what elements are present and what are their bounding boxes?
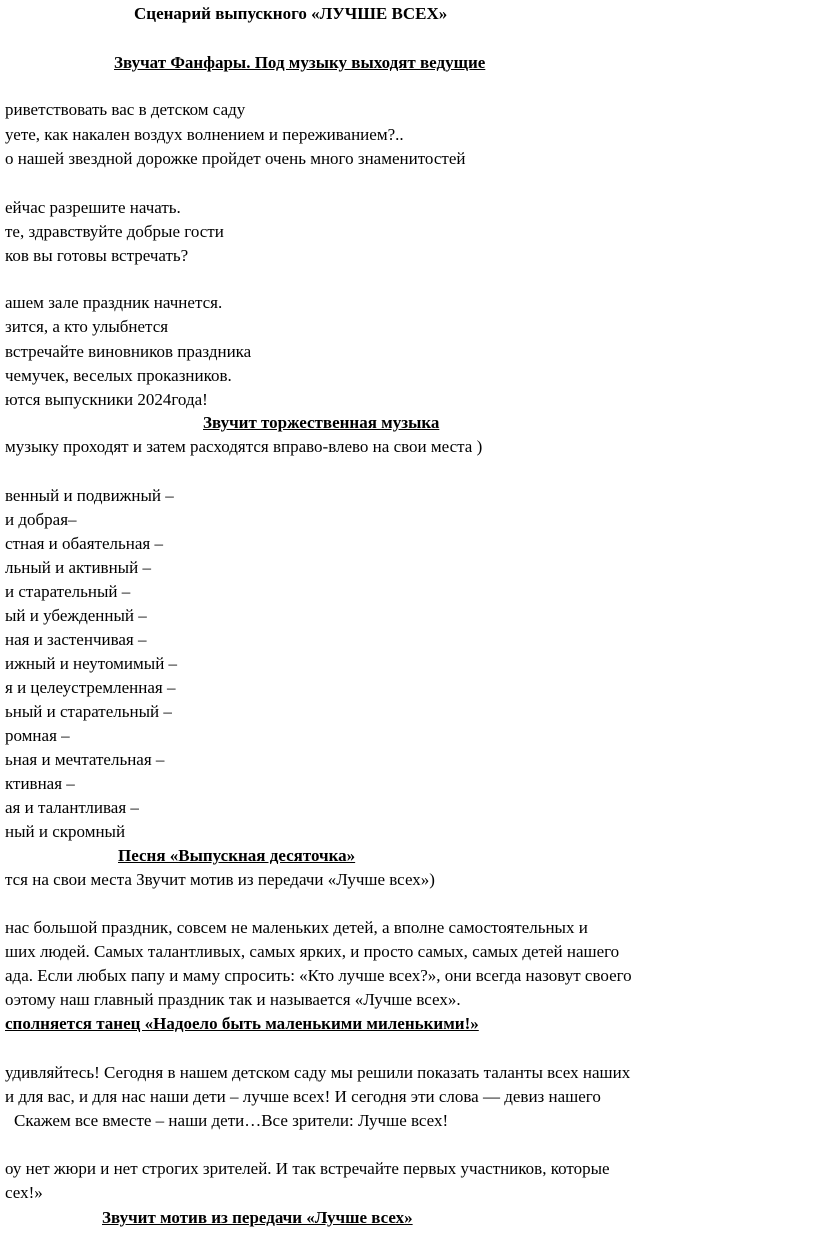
text-line: и старательный –	[5, 582, 131, 601]
text-line: ейчас разрешите начать.	[5, 198, 181, 217]
text-line: ьная и мечтательная –	[5, 750, 165, 769]
text-line: музыку проходят и затем расходятся вправо-влево на свои места )	[5, 437, 483, 456]
text-line: венный и подвижный –	[5, 486, 174, 505]
text-line: ктивная –	[5, 774, 75, 793]
text-line: оу нет жюри и нет строгих зрителей. И так встречайте первых участников, которые	[5, 1159, 610, 1178]
text-line: о нашей звездной дорожке пройдет очень много знаменитостей	[5, 149, 466, 168]
text-line: и добрая–	[5, 510, 77, 529]
text-line: тся на свои места Звучит мотив из передачи «Лучше всех»)	[5, 870, 435, 889]
text-line: сех!»	[5, 1183, 43, 1202]
section-heading-dance: сполняется танец «Надоело быть маленькими миленькими!»	[5, 1014, 479, 1033]
text-line: ада. Если любых папу и маму спросить: «Кто лучше всех?», они всегда назовут своего	[5, 966, 632, 985]
text-line: ная и застенчивая –	[5, 630, 147, 649]
text-line: ашем зале праздник начнется.	[5, 293, 223, 312]
text-line: чемучек, веселых проказников.	[5, 366, 232, 385]
text-line: те, здравствуйте добрые гости	[5, 222, 224, 241]
text-line: ижный и неутомимый –	[5, 654, 178, 673]
text-line: ьный и старательный –	[5, 702, 172, 721]
text-line: ый и убежденный –	[5, 606, 147, 625]
text-line: Скажем все вместе – наши дети…Все зрители: Лучше всех!	[14, 1111, 449, 1130]
text-line: ромная –	[5, 726, 70, 745]
text-line: я и целеустремленная –	[5, 678, 176, 697]
text-line: нас большой праздник, совсем не маленьких детей, а вполне самостоятельных и	[5, 918, 588, 937]
text-line: стная и обаятельная –	[5, 534, 163, 553]
text-line: оэтому наш главный праздник так и называется «Лучше всех».	[5, 990, 461, 1009]
section-heading-fanfare: Звучат Фанфары. Под музыку выходят ведущие	[114, 53, 486, 72]
text-line: ются выпускники 2024года!	[5, 390, 208, 409]
text-line: встречайте виновников праздника	[5, 342, 252, 361]
text-line: ный и скромный	[5, 822, 126, 841]
text-line: льный и активный –	[5, 558, 151, 577]
text-line: уете, как накален воздух волнением и переживанием?..	[5, 125, 404, 144]
section-heading-song: Песня «Выпускная десяточка»	[118, 846, 356, 865]
section-heading-theme-music: Звучит мотив из передачи «Лучше всех»	[102, 1208, 413, 1227]
text-line: риветствовать вас в детском саду	[5, 100, 246, 119]
text-line: ков вы готовы встречать?	[5, 246, 189, 265]
text-line: и для вас, и для нас наши дети – лучше всех! И сегодня эти слова — девиз нашего	[5, 1087, 601, 1106]
text-line: удивляйтесь! Сегодня в нашем детском саду мы решили показать таланты всех наших	[5, 1063, 631, 1082]
section-heading-solemn-music: Звучит торжественная музыка	[203, 413, 440, 432]
page-title: Сценарий выпускного «ЛУЧШЕ ВСЕХ»	[134, 4, 448, 23]
text-line: зится, а кто улыбнется	[5, 317, 169, 336]
text-line: ая и талантливая –	[5, 798, 139, 817]
text-line: ших людей. Самых талантливых, самых ярких, и просто самых, самых детей нашего	[5, 942, 620, 961]
